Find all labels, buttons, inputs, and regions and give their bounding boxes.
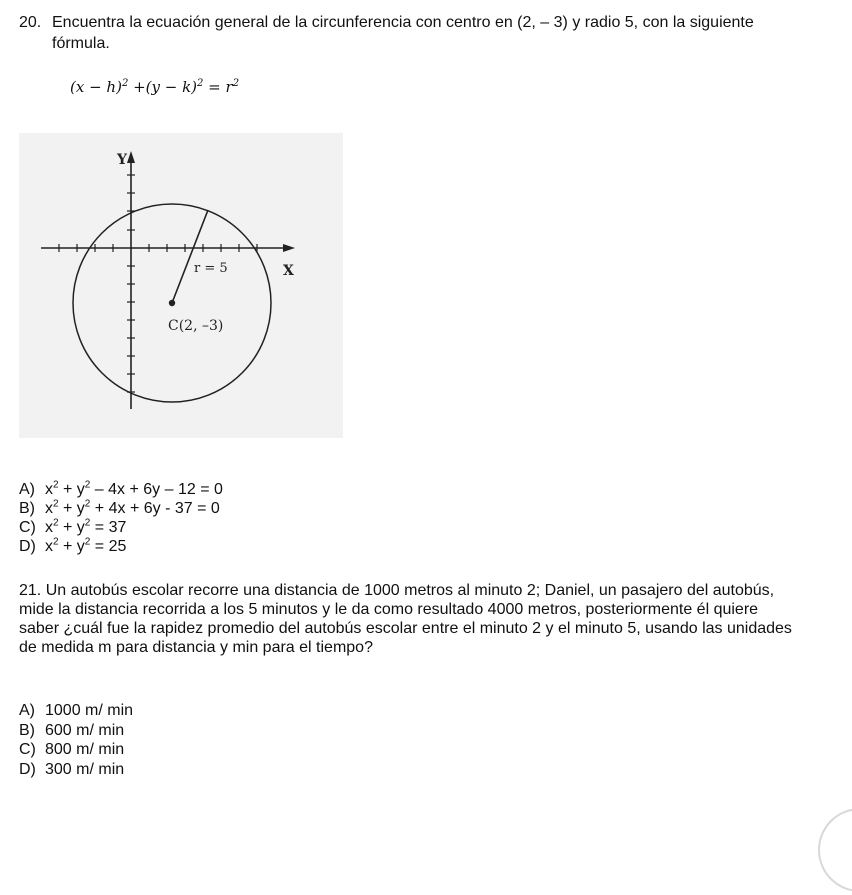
circle-figure [19, 133, 343, 438]
q21-option-c: C) 800 m/ min [19, 741, 125, 758]
q21-option-b: B) 600 m/ min [19, 722, 125, 739]
question-21-text-line-1: 21. Un autobús escolar recorre una distancia de 1000 metros al minuto 2; Daniel, un pasajero del autobús, [19, 582, 775, 599]
question-21-text-line-3: saber ¿cuál fue la rapidez promedio del autobús escolar entre el minuto 2 y el minuto 5, usando las unidades [19, 620, 792, 637]
radius-label: r = 5 [194, 261, 228, 276]
q21-option-d: D) 300 m/ min [19, 761, 125, 778]
circle-diagram [19, 133, 343, 438]
center-label: C(2, –3) [168, 318, 224, 334]
question-21-text-line-2: mide la distancia recorrida a los 5 minutos y le da como resultado 4000 metros, posteriormente él quiere [19, 601, 759, 618]
radius-line [172, 210, 208, 303]
y-axis-label: Y [117, 152, 127, 168]
x-axis-arrow [283, 244, 295, 252]
q20-option-a: A) $x^2 + y^2 - 4x + 6y - 12 = 0$ [19, 479, 223, 498]
question-20-text-line-1: Encuentra la ecuación general de la circunferencia con centro en (2, – 3) y radio 5, con la siguiente [52, 14, 754, 31]
y-axis-arrow [127, 151, 135, 163]
question-20-text-line-2: fórmula. [52, 35, 110, 52]
question-20-number: 20. [19, 14, 42, 31]
question-21-text-line-4: de medida m para distancia y min para el tiempo? [19, 639, 373, 656]
q21-option-a: A) 1000 m/ min [19, 702, 134, 719]
q20-option-d: D) $x^2 + y^2 = 25$ [19, 536, 127, 555]
page-scroll-handle[interactable] [818, 808, 852, 892]
circle-formula: $(x - h)^2 +(y - k)^2 = r^2$ [70, 78, 240, 96]
q20-option-c: C) $x^2 + y^2 = 37$ [19, 517, 127, 536]
center-point [169, 300, 175, 306]
x-axis-label: X [283, 263, 294, 279]
q20-option-b: B) $x^2 + y^2 + 4x + 6y - 37 = 0$ [19, 498, 220, 517]
